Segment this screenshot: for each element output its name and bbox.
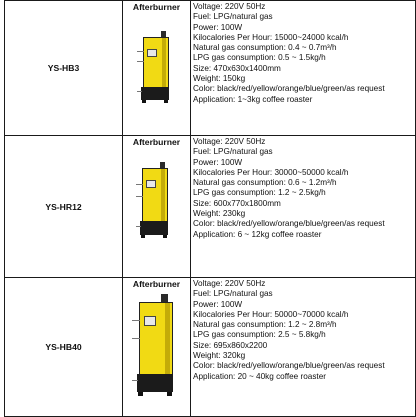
spec-fuel: Fuel: LPG/natural gas [193, 12, 273, 22]
spec-size: Size: 695x860x2200 [193, 340, 268, 350]
product-title: Afterburner [132, 279, 181, 289]
spec-weight: Weight: 150kg [193, 74, 246, 84]
spec-application: Application: 6 ~ 12kg coffee roaster [193, 229, 322, 239]
spec-power: Power: 100W [193, 22, 243, 32]
spec-natural-gas: Natural gas consumption: 0.4 ~ 0.7m³/h [193, 43, 337, 53]
table-row [5, 136, 416, 278]
model-name: YS-HB3 [47, 63, 80, 73]
model-cell [5, 1, 123, 136]
spec-list [191, 1, 416, 136]
spec-weight: Weight: 320kg [193, 351, 246, 361]
spec-power: Power: 100W [193, 299, 243, 309]
spec-color: Color: black/red/yellow/orange/blue/green/as request [193, 361, 385, 371]
spec-list [191, 136, 416, 278]
spec-size: Size: 470x630x1400mm [193, 63, 281, 73]
spec-fuel: Fuel: LPG/natural gas [193, 289, 273, 299]
spec-kcal: Kilocalories Per Hour: 50000~70000 kcal/h [193, 309, 349, 319]
image-cell [123, 136, 191, 278]
model-name: YS-HB40 [45, 342, 82, 352]
spec-kcal: Kilocalories Per Hour: 30000~50000 kcal/h [193, 167, 349, 177]
spec-application: Application: 1~3kg coffee roaster [193, 94, 313, 104]
image-cell [123, 1, 191, 136]
spec-voltage: Voltage: 220V 50Hz [193, 279, 266, 288]
model-cell [5, 278, 123, 417]
spec-kcal: Kilocalories Per Hour: 15000~24000 kcal/h [193, 32, 349, 42]
spec-color: Color: black/red/yellow/orange/blue/green/as request [193, 219, 385, 229]
table-row [5, 278, 416, 417]
afterburner-image [129, 294, 185, 400]
spec-color: Color: black/red/yellow/orange/blue/green/as request [193, 84, 385, 94]
spec-application: Application: 20 ~ 40kg coffee roaster [193, 371, 326, 381]
afterburner-image [132, 162, 182, 242]
spec-lpg: LPG gas consumption: 1.2 ~ 2.5kg/h [193, 188, 326, 198]
spec-natural-gas: Natural gas consumption: 0.6 ~ 1.2m³/h [193, 178, 337, 188]
spec-lpg: LPG gas consumption: 2.5 ~ 5.8kg/h [193, 330, 326, 340]
spec-voltage: Voltage: 220V 50Hz [193, 137, 266, 146]
spec-natural-gas: Natural gas consumption: 1.2 ~ 2.8m³/h [193, 320, 337, 330]
spec-fuel: Fuel: LPG/natural gas [193, 147, 273, 157]
spec-power: Power: 100W [193, 157, 243, 167]
image-cell [123, 278, 191, 417]
spec-lpg: LPG gas consumption: 0.5 ~ 1.5kg/h [193, 53, 326, 63]
product-title: Afterburner [132, 2, 181, 12]
spec-weight: Weight: 230kg [193, 209, 246, 219]
model-cell [5, 136, 123, 278]
spec-list [191, 278, 416, 417]
spec-size: Size: 600x770x1800mm [193, 198, 281, 208]
model-name: YS-HR12 [45, 201, 82, 212]
table-row [5, 1, 416, 136]
spec-voltage: Voltage: 220V 50Hz [193, 2, 266, 11]
product-title: Afterburner [132, 137, 181, 147]
afterburner-image [133, 31, 183, 106]
spec-table [4, 0, 416, 417]
